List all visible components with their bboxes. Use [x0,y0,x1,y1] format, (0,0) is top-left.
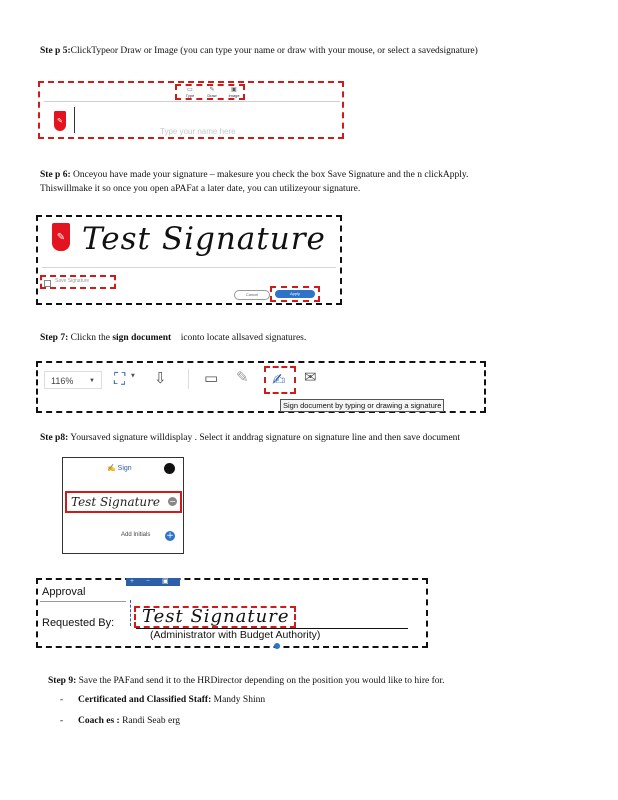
step5-screenshot [38,81,344,139]
apply-highlight [270,286,320,302]
type-tab[interactable]: ▭ Type [183,87,197,98]
plus-icon: + [130,577,134,585]
sign-menu-button[interactable]: ✍ Sign [107,465,132,472]
zoom-select[interactable]: 116% ▼ [44,371,102,389]
adobe-pdf-icon: ✎ [52,223,70,251]
form-screenshot [36,578,428,648]
step7-toolbar-screenshot [36,361,486,413]
sign-document-tooltip: Sign document by typing or drawing a signature [280,399,444,412]
adobe-pdf-icon: ✎ [54,111,66,131]
color-picker-dot[interactable] [164,463,175,474]
signature-name-input[interactable]: Type your name here [160,127,236,136]
divider [42,267,336,268]
add-initials-label[interactable]: Add Initials [121,532,151,538]
draw-tab[interactable]: ✎ Draw [205,87,219,98]
minus-icon: − [146,577,150,585]
pen-icon: ✎ [209,86,215,93]
step6-screenshot [36,215,342,305]
delete-icon: ▣ [162,577,169,585]
authority-caption: (Administrator with Budget Authority) [150,629,321,641]
save-signature-label: Save Signature [55,278,90,284]
apply-button[interactable]: Apply [275,290,315,298]
placed-signature: Test Signature [142,606,290,627]
approval-heading: Approval [42,586,86,598]
add-initials-icon[interactable]: + [166,531,174,541]
sign-document-highlight [264,366,296,394]
divider [40,601,126,602]
placed-signature-highlight[interactable] [134,606,296,628]
send-sign-icon[interactable]: ✉ [304,368,317,386]
save-signature-checkbox[interactable] [44,280,51,287]
image-tab[interactable]: ▣ Image [228,86,240,98]
floating-toolbar[interactable] [126,578,180,586]
cancel-button[interactable]: Cancel [234,290,270,300]
sign-mode-tabs[interactable] [175,84,245,100]
step9-instruction: Step 9: Save the PAFand send it to the HRDirector depending on the position you would like to hire for. [48,676,445,686]
comment-icon[interactable]: ▭ [204,369,219,387]
step5-instruction: Ste p 5:ClickTypeor Draw or Image (you can type your name or draw with your mouse, or select a savedsignature) [40,46,478,56]
step6-instruction: Ste p 6: Onceyou have made your signature – makesure you check the box Save Signature and the n clickApply. Thiswillmake it so once you open aPAFat a later date, you can utilizeyour signature. [40,170,469,194]
save-signature-highlight [40,275,116,289]
step7-instruction: Step 7: Clickn the sign document iconto locate allsaved signatures. [40,333,307,343]
sign-document-icon[interactable]: ✍ [272,370,286,389]
remove-icon[interactable]: − [169,497,176,506]
text-cursor [74,107,75,133]
selection-guide [130,600,132,626]
chevron-down-icon: ▼ [131,373,135,379]
image-icon: ▣ [231,86,237,93]
scroll-mode-icon[interactable]: ⇩ [154,369,167,387]
requested-by-label: Requested By: [42,617,115,629]
highlight-pen-icon[interactable]: ✎ [236,368,249,386]
saved-signature: Test Signature [71,495,160,509]
typed-signature-preview: Test Signature [82,221,326,257]
fit-page-icon[interactable]: ⛶ [114,369,126,388]
hr-contact-bullet: - Coach es : Randi Seab erg [60,716,180,726]
keyboard-icon: ▭ [187,86,193,93]
resize-handle[interactable] [274,643,280,649]
divider [44,101,340,102]
sign-document-icon: ✍ [107,465,116,472]
separator [188,369,189,389]
hr-contact-bullet: - Certificated and Classified Staff: Mandy Shinn [60,695,266,705]
saved-signatures-panel [62,457,184,554]
saved-signature-item[interactable] [65,491,182,513]
step8-instruction: Ste p8: Yoursaved signature willdisplay . Select it anddrag signature on signature line and then save document [40,433,461,443]
chevron-down-icon: ▼ [89,378,95,384]
